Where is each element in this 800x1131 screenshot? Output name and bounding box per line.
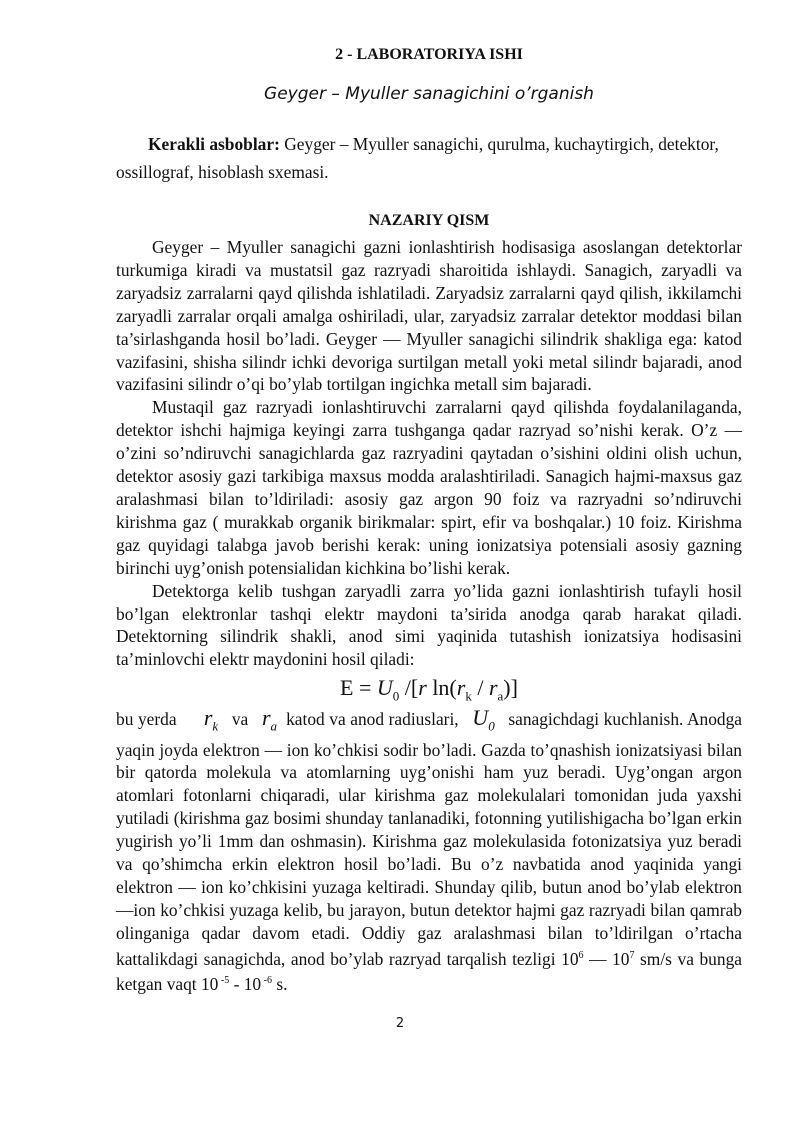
section-title: NAZARIY QISM <box>368 212 490 229</box>
symbol-ra: $r_a$ <box>261 705 277 734</box>
tools-label: Kerakli asboblar: <box>148 134 280 154</box>
paragraph-1: Geyger – Myuller sanagichi gazni ionlashtirish hodisasiga asoslangan detektorlar turkumiga kiradi va mustatsil gaz razryadi sharoitida ishlaydi. Sanagich, zaryadli va zaryadsiz zarralarni qayd qilishda ishlatiladi. Zaryadsiz zarralarni qayd qilish, ikkilamchi zaryadli zarralar orqali amalga oshiriladi, ular, zaryadsiz zarralar detektor moddasi bilan ta’sirlashganda hosil bo’ladi. Geyger — Myuller sanagichi silindrik shakliga ega: katod vazifasini, shisha silindr ichki devoriga surtilgan metall yoki metal silindr bajaradi, anod vazifasini silindr o’qi bo’ylab tortilgan ingichka metall sim bajaradi. <box>116 237 742 395</box>
paragraph-4: bu yerda $r_k$ va $r_a$ katod va anod radiuslari, $U_0$ sanagichdagi kuchlanish. Anodga yaqin joyda elektron — ion ko’chkisi sodir bo’ladi. Gazda to’qnashish ionizatsiyasi bilan bir qatorda molekula va atomlarning uyg’onishi ham yuz beradi. Uyg’ongan argon atomlari fotonlarni chiqaradi, ular kirishma gaz molekulalari tomonidan juda yaxshi yutiladi (kirishma gaz bosimi shunday tanlanadiki, fotonning yutilishigacha bo’lgan erkin yugirish yo’li 1mm dan oshmasin). Kirishma gaz molekulasida fotonizatsiya yuz beradi va qo’shimcha erkin elektron hosil bo’ladi. Bu o’z navbatida anod yaqinida yangi elektron — ion ko’chkisini yuzaga keltiradi. Shunday qilib, butun anod bo’ylab elektron —ion ko’chkisi yuzaga kelib, bu jarayon, butun detektor hajmi gaz razryadi bilan qamrab olinganiga qadar davom etadi. Oddiy gaz aralashmasi bilan to’ldirilgan o’rtacha kattalikdagi sanagichda, anod bo’ylab razryad tarqalish tezligi $10^6$ — $10^7$ sm/s va bunga ketgan vaqt 10 $^{-5}$ - 10 $^{-6}$ s. <box>116 705 743 995</box>
lab-title: 2 - LABORATORIYA ISHI <box>335 46 523 63</box>
field-formula: $E = U_0$ /[r $\ln(r_k / r_a)$] <box>340 675 518 704</box>
required-tools <box>116 130 742 186</box>
symbol-u0: $U_0$ <box>472 705 495 734</box>
tools-text: Geyger – Myuller sanagichi, qurulma, kuchaytirgich, detektor, ossillograf, hisoblash sxemasi. <box>116 134 719 182</box>
page-number: 2 <box>395 1016 405 1031</box>
document-page <box>116 46 742 996</box>
symbol-rk: $r_k$ <box>203 705 219 734</box>
paragraph-2: Mustaqil gaz razryadi ionlashtiruvchi zarralarni qayd qilishda foydalanilaganda, detektor ishchi hajmiga keyingi zarra tushganga qadar razryad so’nishi kerak. O’z —o’zini so’ndiruvchi sanagichlarda gaz razryadini qaytadan o’sishini oldini olish uchun, detektor asosiy gazi tarkibiga maxsus modda aralashtiriladi. Sanagich hajmi-maxsus gaz aralashmasi bilan to’ldiriladi: asosiy gaz argon 90 foiz va razryadni so’ndiruvchi kirishma gaz ( murakkab organik birikmalar: spirt, efir va boshqalar.) 10 foiz. Kirishma gaz quyidagi talabga javob berishi kerak: uning ionizatsiya potensiali asosiy gazning birinchi uyg’onish potensialidan kichkina bo’lishi kerak. <box>116 397 742 578</box>
lab-subtitle: Geyger – Myuller sanagichini o’rganish <box>264 84 594 104</box>
paragraph-3: Detektorga kelib tushgan zaryadli zarra yo’lida gazni ionlashtirish tufayli hosil bo’lgan elektronlar tashqi elektr maydoni ta’sirida anodga qarab harakat qiladi. Detektorning silindrik shakli, anod simi yaqinida tutashish ionizatsiya hodisasini ta’minlovchi elektr maydonini hosil qiladi: <box>116 580 742 670</box>
